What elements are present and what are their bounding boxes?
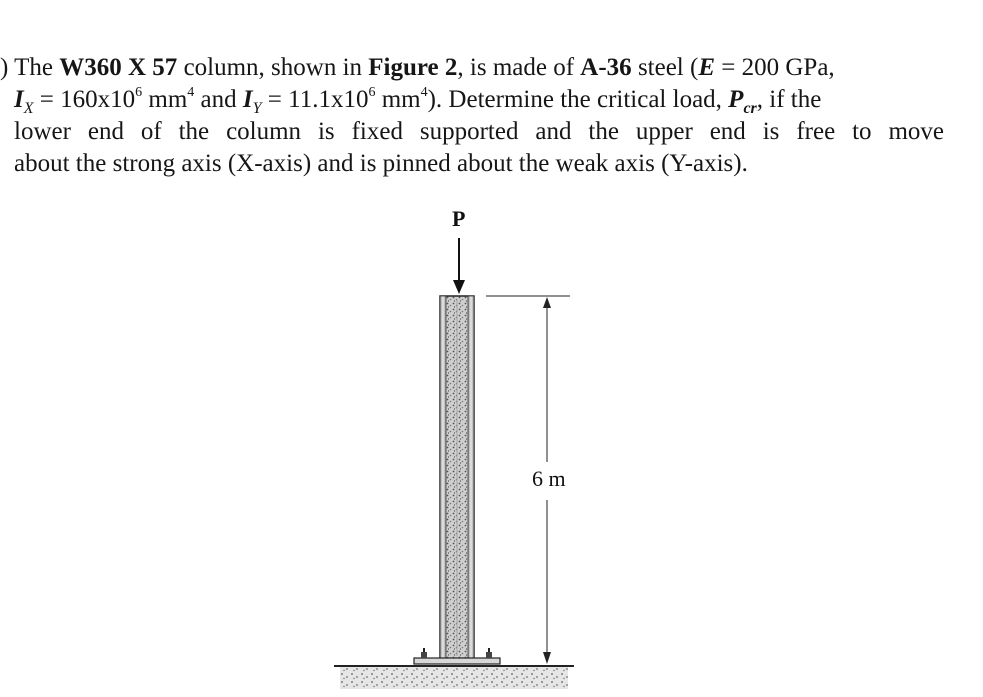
- text-fragment: , if the: [756, 86, 822, 113]
- load-arrow-icon: [453, 238, 465, 294]
- iy-exponent: 6: [368, 84, 376, 100]
- pcr-symbol: P: [728, 86, 744, 113]
- material-grade: A-36: [580, 54, 632, 81]
- problem-line-2: [0, 84, 975, 116]
- fixed-support-ground: [334, 666, 574, 689]
- text-fragment: , is made of: [457, 54, 581, 81]
- ix-value: = 160x10: [33, 86, 136, 113]
- modulus-symbol: E: [698, 54, 716, 81]
- figure-reference: Figure 2: [368, 54, 458, 81]
- text-fragment: and: [194, 86, 243, 113]
- text-fragment: steel (: [631, 54, 699, 81]
- ix-exponent: 6: [135, 84, 143, 100]
- ix-unit: mm: [142, 86, 188, 113]
- ix-symbol: I: [14, 86, 24, 113]
- iy-subscript: Y: [252, 100, 262, 117]
- section-designation: W360 X 57: [59, 54, 178, 81]
- text-fragment: The: [8, 54, 60, 81]
- problem-line-1: [0, 52, 975, 84]
- column-member: [440, 296, 474, 660]
- iy-symbol: I: [242, 86, 253, 113]
- iy-unit: mm: [375, 86, 421, 113]
- text-fragment: ). Determine the critical load,: [427, 86, 729, 113]
- modulus-value: = 200 GPa,: [715, 54, 835, 81]
- ix-unit-exponent: 4: [187, 84, 195, 100]
- problem-number-paren: ): [0, 54, 9, 81]
- pcr-subscript: cr: [743, 100, 757, 117]
- iy-unit-exponent: 4: [420, 84, 428, 100]
- ix-subscript: X: [23, 100, 34, 117]
- problem-statement: [0, 52, 975, 180]
- problem-line-3: lower end of the column is fixed supported and the upper end is free to move: [14, 118, 944, 145]
- load-label: P: [452, 206, 466, 231]
- column-diagram: [320, 200, 620, 697]
- text-fragment: column, shown in: [177, 54, 369, 81]
- column-figure: [320, 200, 620, 697]
- problem-line-4: about the strong axis (X-axis) and is pinned about the weak axis (Y-axis).: [14, 150, 748, 177]
- length-label: 6 m: [532, 466, 566, 491]
- iy-value: = 11.1x10: [261, 86, 369, 113]
